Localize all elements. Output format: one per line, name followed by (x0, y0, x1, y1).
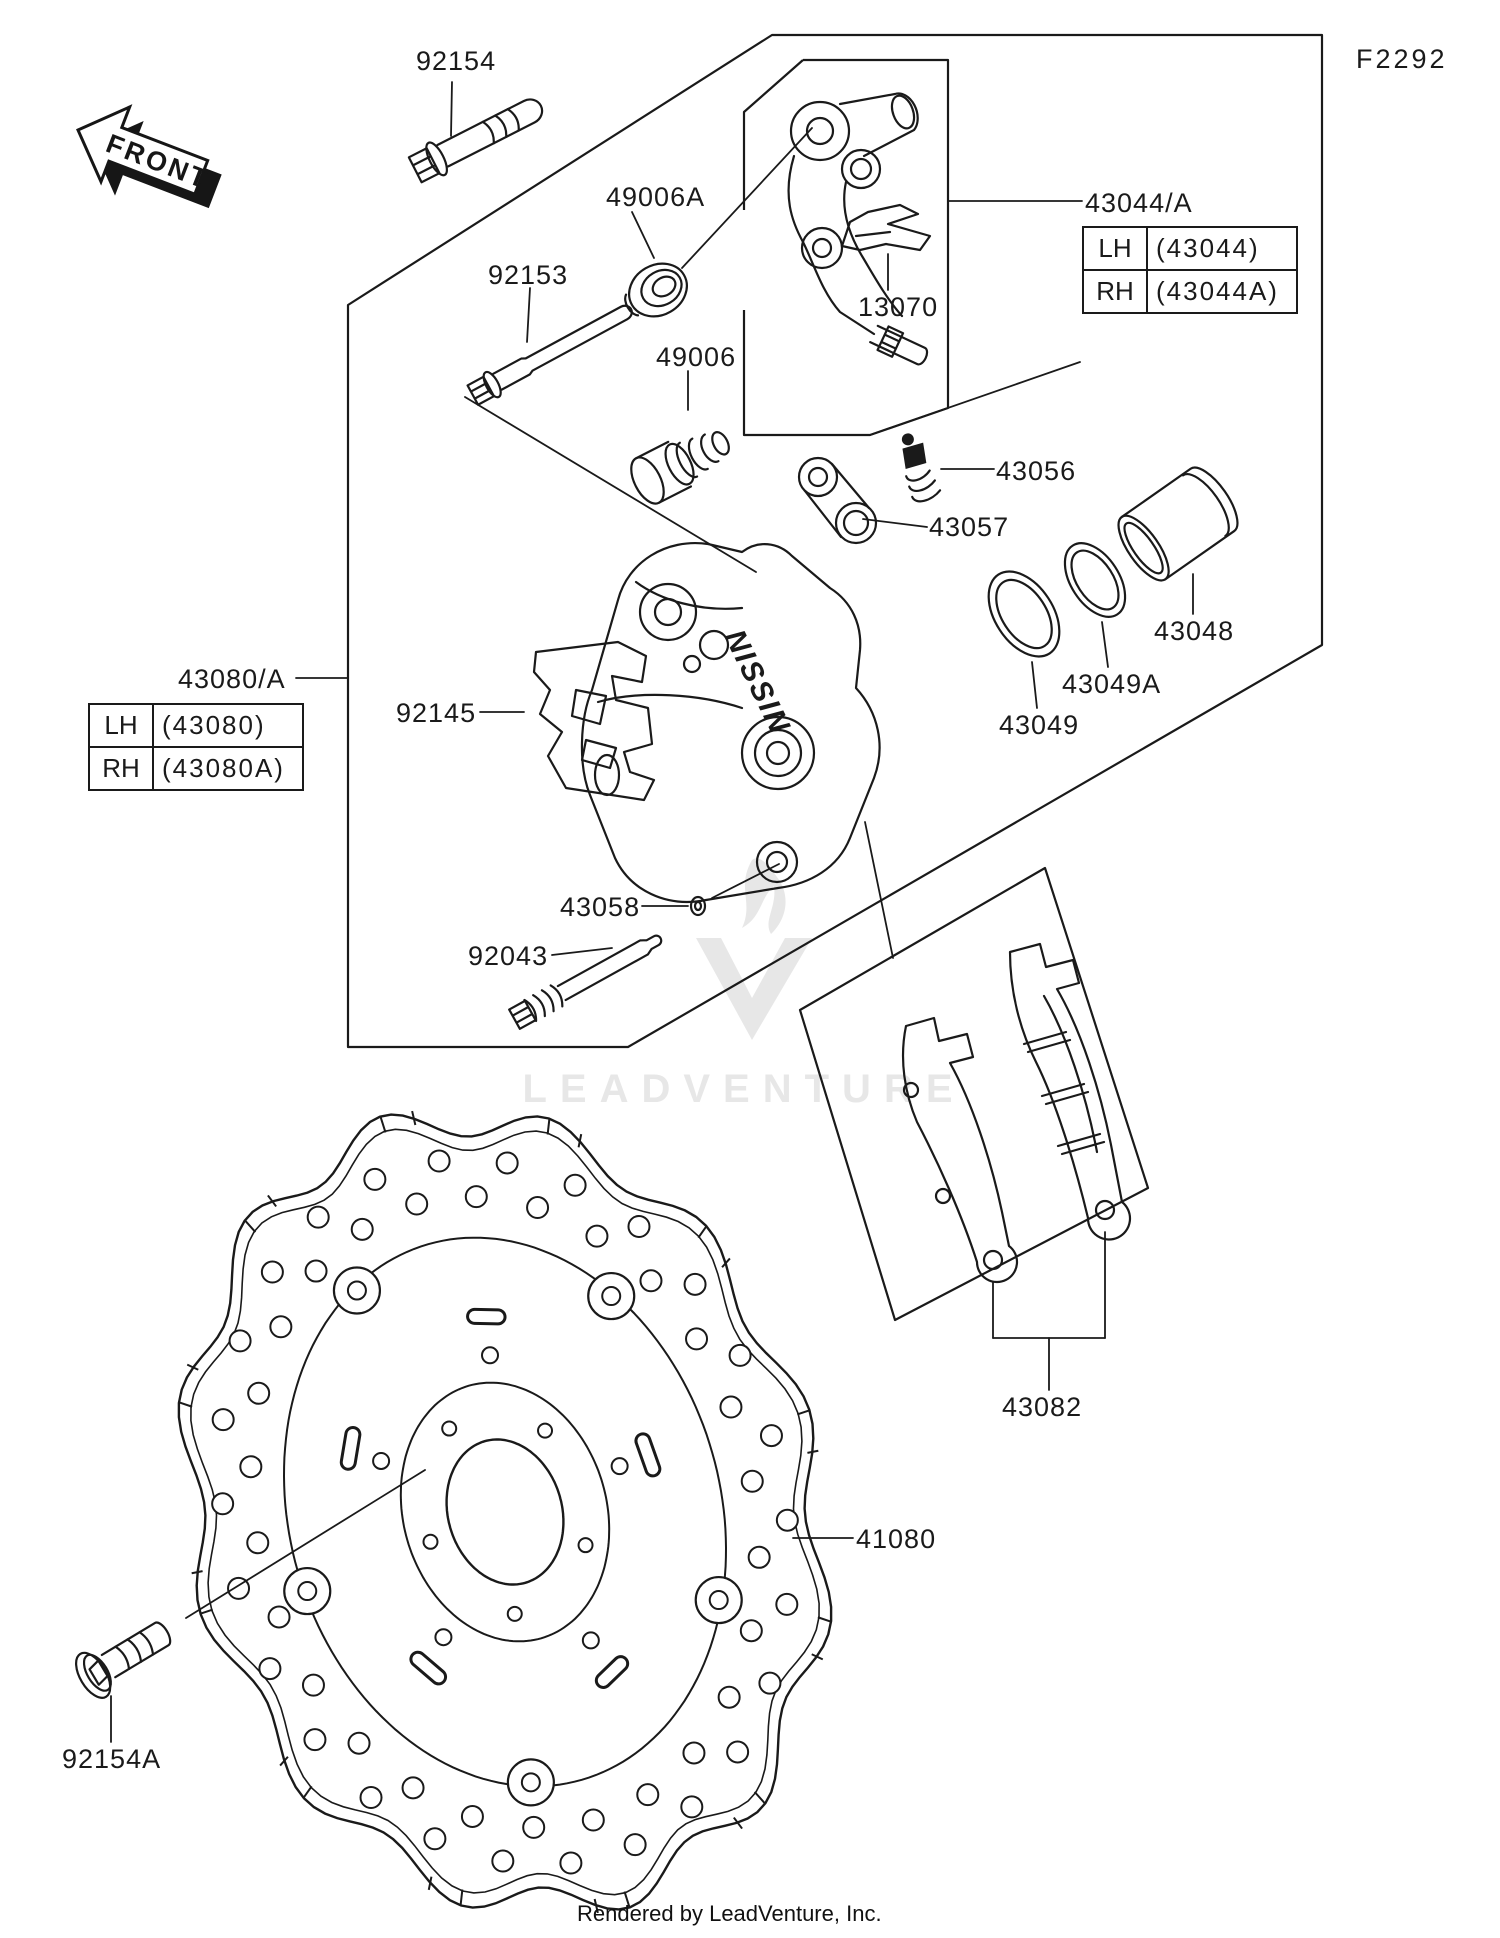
part-label-92145: 92145 (396, 698, 477, 728)
link-43057-drawing (799, 458, 876, 543)
variant-row (1084, 269, 1296, 312)
caliper-assembly-box (348, 35, 1322, 1047)
variant-part-number: (43080A) (162, 753, 285, 783)
variant-table-43080 (88, 703, 304, 791)
variant-row (1084, 228, 1296, 269)
washer-43058-drawing (691, 897, 705, 915)
variant-side-label: LH (90, 705, 154, 746)
front-direction-arrow (64, 93, 230, 229)
part-label-43044A: 43044/A (1085, 188, 1193, 218)
caliper-drawing (582, 543, 880, 902)
watermark-text: LEADVENTURE (522, 1067, 966, 1111)
part-label-49006A: 49006A (606, 182, 706, 212)
part-label-92154A: 92154A (62, 1744, 162, 1774)
disc-bolt-92154A-drawing (69, 1610, 180, 1704)
variant-side-label: RH (1084, 271, 1148, 312)
part-label-43082: 43082 (1002, 1392, 1083, 1422)
part-label-43080A: 43080/A (178, 664, 286, 694)
variant-side-label: LH (1084, 228, 1148, 269)
part-label-43058: 43058 (560, 892, 641, 922)
brake-pads-43082-drawing (903, 944, 1130, 1282)
part-label-92153: 92153 (488, 260, 569, 290)
footer-credit: Rendered by LeadVenture, Inc. (577, 1901, 882, 1926)
pin-92153-drawing (466, 297, 638, 407)
bleed-valve-43056-drawing (879, 428, 953, 507)
variant-part-number: (43044A) (1156, 276, 1279, 306)
part-label-43049A: 43049A (1062, 669, 1162, 699)
brake-disc-drawing (179, 1111, 831, 1913)
piston-43048-drawing (1110, 460, 1247, 588)
variant-part-number: (43044) (1156, 233, 1260, 263)
part-label-92043: 92043 (468, 941, 549, 971)
caliper-brand-text: NISSIN (717, 624, 797, 740)
part-label-43049: 43049 (999, 710, 1080, 740)
part-label-43048: 43048 (1154, 616, 1235, 646)
part-label-49006: 49006 (656, 342, 737, 372)
part-label-41080: 41080 (856, 1524, 937, 1554)
variant-row (90, 746, 302, 789)
watermark-logo-flame-icon (742, 858, 786, 934)
figure-code: F2292 (1356, 44, 1448, 74)
part-label-43057: 43057 (929, 512, 1010, 542)
variant-part-number: (43080) (162, 710, 266, 740)
variant-table-43044 (1082, 226, 1298, 314)
front-arrow-label: FRONT (102, 128, 214, 196)
pin-49006-drawing (625, 418, 739, 509)
watermark-logo-v-icon (696, 938, 812, 1040)
variant-row (90, 705, 302, 746)
part-label-92154: 92154 (416, 46, 497, 76)
part-label-43056: 43056 (996, 456, 1077, 486)
part-label-13070: 13070 (858, 292, 939, 322)
leader-lines (111, 82, 1193, 1742)
bolt-92154-drawing (407, 90, 549, 186)
variant-side-label: RH (90, 748, 154, 789)
seal-43049-drawing (974, 559, 1074, 669)
